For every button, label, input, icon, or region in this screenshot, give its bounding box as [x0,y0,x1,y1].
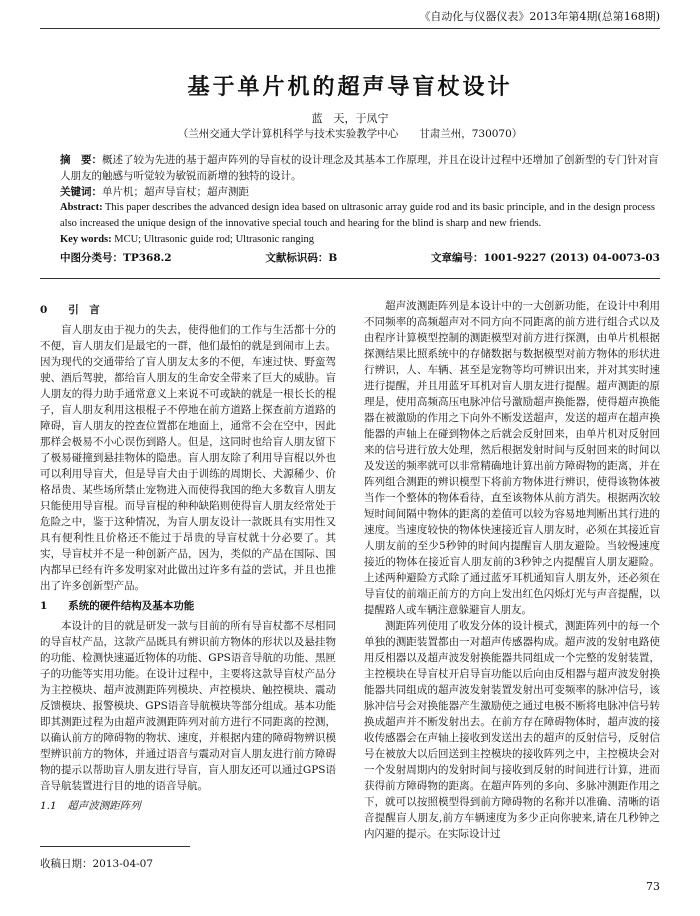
classification-line [60,250,660,266]
abstract-zh [60,152,660,184]
abstract-en-text: This paper describes the advanced design idea based on ultrasonic array guide rod and its basic principle, and in the design process also increased the unique design of the innovative special touch and hearing for the blind is sharp and new friends. [60,202,655,229]
right-column [364,298,660,842]
document-code: 文献标识码：B [265,252,338,264]
left-column [40,298,336,818]
affiliation: （兰州交通大学计算机科学与技术实验教学中心 甘肃兰州，730070） [177,128,523,140]
abstract-zh-label: 摘 要： [60,154,102,166]
paragraph-intro: 盲人朋友由于视力的失去，使得他们的工作与生活都十分的不便，盲人朋友们是最宅的一群，他们最怕的就是到闹市上去。因为现代的交通带给了盲人朋友太多的不便，车速过快、野蛮驾驶、酒后驾驶，都给盲人朋友的生命安全带来了巨大的威胁。盲人朋友的得力助手通常意义上来说不可或缺的就是一根长长的棍子，盲人朋友利用这根棍子不停地在前方道路上探查前方道路的障碍，盲人朋友的控查位置都在地面上，通常不会在空中，因此那样会极易不小心误伤到路人。但是，这同时也给盲人朋友留下了极易碰撞到悬挂物体的隐患。盲人朋友除了利用导盲棍以外也可以利用导盲犬，但是导盲犬由于训练的周期长、犬源稀少、价格昂贵、某些场所禁止宠物进入而使得我国的绝大多数盲人朋友只能使用导盲棍。而导盲棍的种种缺陷则使得盲人朋友经常处于危险之中，鉴于这种情况，为盲人朋友设计一款既具有实用性又具有便利性且价格还不能过于昂贵的导盲杖就十分必要了。其实，导盲杖并不是一种创新产品，因为，类似的产品在国际、国内都早已经有许多发明家对此做出过许多有益的尝试，并且也推出了许多创新型产品。 [40,324,336,592]
journal-header: 《自动化与仪器仪表》2013年第4期(总第168期) [40,8,660,29]
authors: 蓝 天，于凤宁 [311,112,389,125]
section-heading-hardware: 1 系统的硬件结构及基本功能 [40,600,195,612]
section-heading-intro: 0 引 言 [40,304,100,316]
article-number: 文章编号：1001-9227 (2013) 04-0073-03 [431,252,660,264]
keywords-zh-text: 单片机；超声导盲杖；超声测距 [102,186,249,198]
footnote-divider [40,846,190,847]
divider [40,278,660,279]
abstract-zh-text: 概述了较为先进的基于超声阵列的导盲杖的设计理念及其基本工作原理，并且在设计过程中还增加了创新型的专门针对盲人朋友的触感与听觉较为敏锐而新增的独特的设计。 [60,154,659,182]
subsection-heading-array: 1.1 超声波测距阵列 [40,800,141,812]
keywords-en [60,232,660,248]
paragraph-hardware: 本设计的目的就是研发一款与目前的所有导盲杖都不尽相同的导盲杖产品，这款产品既具有辨识前方物体的形状以及悬挂物的功能、检测快速逼近物体的功能、GPS语音导航的功能、黑匣子的功能等实用功能。在设计过程中，主要将这款导盲杖产品分为主控模块、超声波测距阵列模块、声控模块、触控模块、震动反馈模块、报警模块、GPS语音导航模块等部分组成。基本功能即其测距过程为由超声波测距阵列对前方进行不同距离的控测，以确认前方的障碍物的物状、速度，并根据内建的障碍物辨识模型辨识前方的物体，并通过语音与震动对盲人朋友进行前方障碍物的提示以帮助盲人朋友进行导盲，盲人朋友还可以通过GPS语音导航装置进行目的地的语音导航。 [40,620,336,792]
abstract-en-label: Abstract: [60,202,103,213]
keywords-en-label: Key words: [60,234,112,245]
abstract-en [60,200,660,232]
abstract-block [60,152,660,266]
paragraph-array-2: 测距阵列使用了收发分体的设计模式，测距阵列中的每一个单独的测距装置都由一对超声传感器构成。超声波的发射电路使用反相器以及超声波发射换能器共同组成一个完整的发射装置，主控模块在导盲杖开启导盲功能以后向由反相器与超声波发射换能器共同组成的超声波发射装置发射出可变频率的脉冲信号，该脉冲信号会对换能器产生激励使之通过电极不断将电脉冲信号转换成超声并不断发射出去。在前方存在障碍物体时，超声波的接收传感器会在声轴上接收到发送出去的超声的反射信号，反射信号在被放大以后回送到主控模块的接收阵列之中，主控模块会对一个发射周期内的发射时间与接收到反射的时间进行计算，进而获得前方障碍物的距离。在超声阵列的多向、多脉冲测距作用之下，就可以按照模型得到前方障碍物的名称并以准确、清晰的语音提醒盲人朋友,前方车辆速度为多少正向你驶来,请在几秒钟之内闪避的提示。在实际设计过 [364,620,660,840]
received-date: 收稿日期：2013-04-07 [40,858,154,870]
paper-title: 基于单片机的超声导盲杖设计 [187,74,513,100]
keywords-zh-label: 关键词： [60,186,102,198]
page-number: 73 [646,880,660,893]
keywords-zh [60,184,660,200]
paragraph-array-1: 超声波测距阵列是本设计中的一大创新功能，在设计中利用不同频率的高频超声对不同方向不同距离的前方进行组合式以及由程序计算模型控制的测距模型对前方进行探测，由单片机根据探测结果比照系统中的存储数据与数据模型对前方物体的形状进行辨识，人、车辆、甚至是宠物等均可辨识出来，并对其实时速进行提醒，并且用蓝牙耳机对盲人朋友进行提醒。超声测距的原理是，使用高频高压电脉冲信号激励超声换能器，使得超声换能器在被激励的作用之下向外不断发送超声，发送的超声在超声换能器的声轴上在碰到物体之后就会反射回来，由单片机对反射回来的信号进行放大处理，然后根据发射时间与反射回来的时间以及发送的频率就可以非常精确地计算出前方障碍物的距离，并在阵列组合测距的辨识模型下将前方物体进行辨识，使得该物体被当作一个整体的物体看待，直至该物体从前方消失。根据两次较短时间间隔中物体的距离的差值可以较为容易地判断出其行进的速度。当速度较快的物体快速接近盲人朋友时，必须在其接近盲人朋友前的至少5秒钟的时间内提醒盲人朋友避险。当较慢速度接近的物体在接近盲人朋友前的3秒钟之内提醒盲人朋友避险。上述两种避险方式除了通过蓝牙耳机通知盲人朋友外，还必须在导盲仗的前端正前方的方向上发出红色闪烁灯光与声音提醒，以提醒路人或车辆注意躲避盲人朋友。 [364,300,660,616]
keywords-en-text: MCU; Ultrasonic guide rod; Ultrasonic ranging [114,234,315,245]
clc-number: 中图分类号：TP368.2 [60,252,172,264]
